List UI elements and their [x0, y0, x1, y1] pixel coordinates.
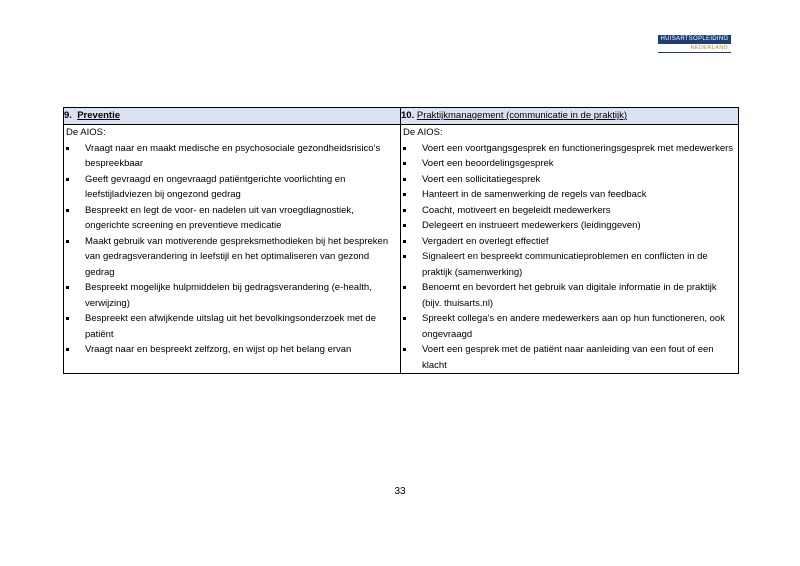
list-item: Vraagt naar en maakt medische en psychosociale gezondheidsrisico’s bespreekbaar	[64, 141, 400, 172]
huisartsopleiding-logo	[658, 35, 731, 53]
logo-line1: HUISARTSOPLEIDING	[658, 35, 731, 44]
list-item: Voert een voortgangsgesprek en functioneringsgesprek met medewerkers	[401, 141, 738, 157]
table-header-row	[64, 108, 739, 125]
list-item: Voert een sollicitatiegesprek	[401, 172, 738, 188]
logo-line2: NEDERLAND	[658, 44, 731, 53]
left-bullet-list	[64, 141, 400, 358]
table-body-row	[64, 125, 739, 374]
list-item: Benoemt en bevordert het gebruik van digitale informatie in de praktijk (bijv. thuisarts.nl)	[401, 280, 738, 311]
left-content	[64, 125, 401, 374]
right-bullet-list	[401, 141, 738, 374]
left-section-number: 9.	[64, 110, 72, 121]
list-item: Geeft gevraagd en ongevraagd patiëntgerichte voorlichting en leefstijladviezen bij ongezond gedrag	[64, 172, 400, 203]
list-item: Bespreekt een afwijkende uitslag uit het bevolkingsonderzoek met de patiënt	[64, 311, 400, 342]
list-item: Bespreekt en legt de voor- en nadelen uit van vroegdiagnostiek, ongerichte screening en preventieve medicatie	[64, 203, 400, 234]
list-item: Delegeert en instrueert medewerkers (leidinggeven)	[401, 218, 738, 234]
left-header	[64, 108, 401, 125]
list-item: Spreekt collega’s en andere medewerkers aan op hun functioneren, ook ongevraagd	[401, 311, 738, 342]
list-item: Coacht, motiveert en begeleidt medewerkers	[401, 203, 738, 219]
right-intro: De AIOS:	[403, 127, 443, 138]
list-item: Signaleert en bespreekt communicatieproblemen en conflicten in de praktijk (samenwerking)	[401, 249, 738, 280]
right-header	[401, 108, 739, 125]
list-item: Bespreekt mogelijke hulpmiddelen bij gedragsverandering (e-health, verwijzing)	[64, 280, 400, 311]
page-number: 33	[394, 486, 406, 497]
right-section-title: Praktijkmanagement (communicatie in de praktijk)	[416, 110, 627, 121]
left-intro: De AIOS:	[66, 127, 106, 138]
list-item: Voert een beoordelingsgesprek	[401, 156, 738, 172]
list-item: Vraagt naar en bespreekt zelfzorg, en wijst op het belang ervan	[64, 342, 400, 358]
list-item: Vergadert en overlegt effectief	[401, 234, 738, 250]
left-section-title: Preventie	[77, 110, 120, 121]
list-item: Hanteert in de samenwerking de regels van feedback	[401, 187, 738, 203]
right-section-number: 10.	[401, 110, 415, 121]
right-content	[401, 125, 739, 374]
list-item: Voert een gesprek met de patiënt naar aanleiding van een fout of een klacht	[401, 342, 738, 373]
competency-table	[63, 107, 739, 374]
list-item: Maakt gebruik van motiverende gespreksmethodieken bij het bespreken van gedragsverandering in leefstijl en het optimaliseren van gezond gedrag	[64, 234, 400, 281]
